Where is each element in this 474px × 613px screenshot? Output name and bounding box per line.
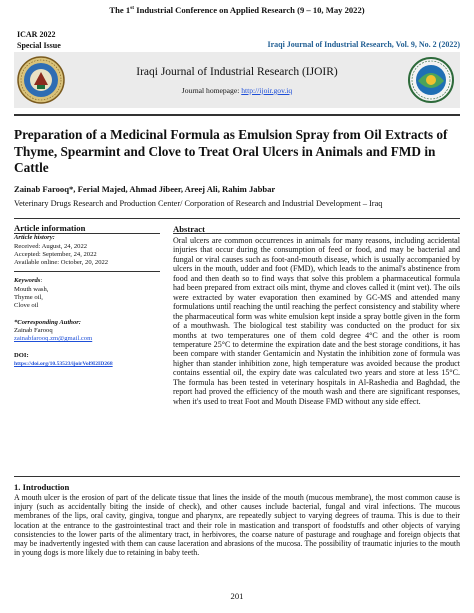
journal-reference: Iraqi Journal of Industrial Research, Vol. 9, No. 2 (2022): [267, 40, 460, 49]
keyword-item: Thyme oil,: [14, 294, 43, 302]
conference-rest: Industrial Conference on Applied Research (9 – 10, May 2022): [134, 5, 365, 15]
journal-name: Iraqi Journal of Industrial Research (IJOIR): [136, 66, 338, 78]
corresponding-author-email[interactable]: zainabfarooq.zm@gmail.com: [14, 335, 93, 343]
article-info-heading-rule: [14, 233, 160, 234]
journal-logo-icon: [406, 55, 456, 105]
paper-title: Preparation of a Medicinal Formula as Emulsion Spray from Oil Extracts of Thyme, Spearmint and Clove to Treat Oral Ulcers in Animals and FMD in Cattle: [14, 127, 448, 175]
keywords-colon: :: [40, 277, 43, 285]
author-list: Zainab Farooq*, Ferial Majed, Ahmad Jibeer, Areej Ali, Rahim Jabbar: [14, 184, 276, 194]
doi-label: DOI:: [14, 351, 29, 359]
received-date: Received: August, 24, 2022: [14, 242, 88, 250]
available-date: Available online: October, 20, 2022: [14, 259, 109, 267]
corresponding-author-name: Zainab Farooq: [14, 326, 53, 334]
journal-header-band: [14, 52, 460, 108]
abstract-section: [173, 224, 460, 406]
abstract-bottom-rule: [14, 476, 460, 477]
keyword-item: Mouth wash,: [14, 285, 49, 293]
abstract-heading: Abstract: [173, 224, 205, 234]
conference-prefix: The 1: [109, 5, 131, 15]
issue-label: Special Issue: [17, 41, 61, 50]
introduction-text: A mouth ulcer is the erosion of part of the delicate tissue that lines the inside of the mouth (mucous membrane), the most common cause is injury (such as accidentally biting the inside of check), and other causes include bacterial, fungal and viral infections. The mucous membranes of the lips, oral cavity, gingiva, tongue and pharynx, are repeatedly subject to varying degrees of trauma. This is due to their location at the entrance to the gastrointestinal tract and their role in mastication and transport of foodstuffs and other objects of varying consistencies to the lower parts of the alimentary tract, in herbivores, the coarse nature of pasturage and roughage and foreign objects that may be inadvertently ingested with them can cause laceration and abrasions of the mucosa. The possibility of traumatic injuries to the mouth in young dogs is more likely due to retaining in baby teeth.: [14, 493, 460, 558]
info-divider: [14, 271, 160, 272]
homepage-label: Journal homepage:: [181, 86, 242, 95]
section-rule: [14, 218, 460, 219]
article-info-heading: Article information: [14, 223, 86, 233]
affiliation: Veterinary Drugs Research and Production Center/ Corporation of Research and Industrial Development – Iraq: [14, 199, 383, 208]
accepted-date: Accepted: September, 24, 2022: [14, 250, 97, 258]
header-rule: [14, 114, 460, 116]
page-number: 201: [230, 591, 244, 601]
keyword-item: Clove oil: [14, 302, 39, 310]
doi-link[interactable]: https://doi.org/10.53523/ijoirVol9I2ID268: [14, 360, 113, 367]
conference-ordinal: st: [130, 5, 135, 12]
keywords-label: Keywords: [14, 277, 41, 285]
icar-block: [17, 29, 61, 51]
article-info: [14, 224, 160, 368]
introduction-heading: 1. Introduction: [14, 482, 70, 492]
journal-homepage: [0, 86, 474, 95]
corresponding-author-label: *Corresponding Author:: [14, 318, 81, 326]
ministry-logo-icon: [16, 55, 66, 105]
conference-line: [0, 5, 474, 15]
icar-label: ICAR 2022: [17, 30, 56, 39]
homepage-link[interactable]: http://ijoir.gov.iq: [241, 86, 293, 95]
abstract-text: Oral ulcers are common occurrences in animals for many reasons, including accidental injuries that occur during the consumption of feed or food, and may be bacterial and fungal or viral causes such as foot-and-mouth disease, which is usually accompanied by ulcers in the mouth, udder and foot (FMD), which leads to the animal's abstinence from food and then death so to find ways that solve this problem a pharmaceutical formula had been prepared from extract oils mint, thyme and cloves called it (mint vet). The oils were extracted by water evaporation then examined by GC-MS and attended many formulations until reaching the until reaching the perfect consistency and stability where the pharmaceutical form was white emulsion kept inside a spray bottle given in the form of a mouthwash. The biological test stability was conducted on the product for six months at two temperatures one of them cold degree 4°C and the other is room temperature 25°C to determine the expiration date and the best storage conditions, it has been compare with stander Gentamicin and Nystatin the inhibition zone of formula was higher than stander inhibition zone, high temperature was avoided because the product contains essential oil, the expiry date was calculated two years and store at less 15°C. The formula has been tested in veterinary hospitals in Al-Rashedia and Baghdad, the report had proved the efficiency of the mouth wash and there are significant responses, when it's used to treat Foot and Mouth Disease FMD without any side effect.: [173, 236, 460, 406]
article-history-label: Article history:: [14, 234, 55, 242]
keywords-heading: [14, 277, 160, 285]
